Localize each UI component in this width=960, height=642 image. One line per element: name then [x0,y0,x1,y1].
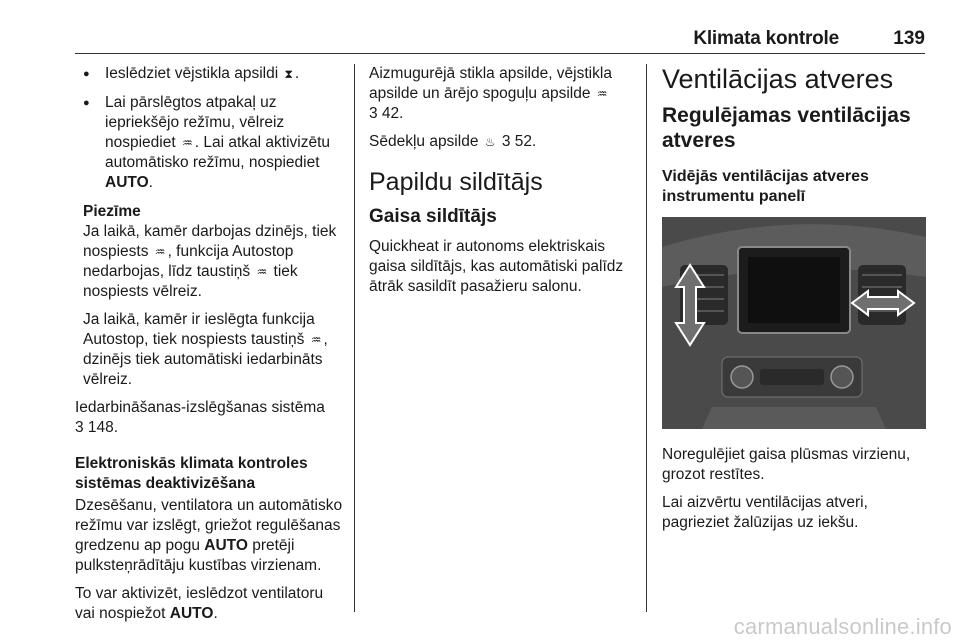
defrost-icon: ♒ [181,136,193,150]
paragraph: Sēdekļu apsilde ♨ 3 52. [369,133,537,150]
column-3 [662,64,926,541]
note-block [75,202,343,390]
seat-heating-icon: ♨ [484,135,496,149]
watermark: carmanualsonline.info [733,614,952,639]
page-number: 139 [893,28,925,49]
bullet-item: ● Ieslēdziet vējstikla apsildi ⧗ . [75,64,343,84]
rear-window-heating-icon: ♒ [596,87,608,101]
note-paragraph: Ja laikā, kamēr ir ieslēgta funkcija Autostop, tiek nospiests taustiņš ♒ , dzinējs tiek automātiski iedarbināts vēlreiz. [83,311,328,388]
column-1 [75,64,343,632]
dashboard-drawing [662,217,926,429]
auto-label: AUTO [105,174,149,191]
reference-paragraph: Iedarbināšanas-izslēgšanas sistēma 3 148. [75,399,325,436]
defrost-icon: ♒ [154,245,166,259]
paragraph: Quickheat ir autonoms elektriskais gaisa sildītājs, kas automātiski palīdz ātrāk sasildīt pasažieru salonu. [369,238,624,295]
paragraph: To var aktivizēt, ieslēdzot ventilatoru vai nospiežot AUTO. [75,585,324,622]
section-title: Klimata kontrole [693,28,839,49]
column-2 [369,64,634,305]
central-vents-subheading: Vidējās ventilācijas atveres instrumentu panelī [662,168,869,205]
defrost-icon: ♒ [256,265,268,279]
auxiliary-heater-heading: Papildu sildītājs [369,168,543,196]
page-reference-link[interactable]: 3 52. [501,133,537,150]
paragraph: Noregulējiet gaisa plūsmas virzienu, grozot restītes. [662,446,911,483]
bullet-item: ● Lai pārslēgtos atpakaļ uz iepriekšējo režīmu, vēlreiz nospiediet ♒ . Lai atkal aktivizētu automātisko režīmu, nospiediet AUTO. [75,93,343,193]
windscreen-heating-icon: ⧗ [284,67,293,81]
column-divider-2 [646,64,647,612]
dashboard-vents-illustration [662,217,926,429]
adjustable-vents-subheading: Regulējamas ventilācijas atveres [662,104,911,152]
column-divider-1 [354,64,355,612]
note-title: Piezīme [83,203,141,220]
page-reference-link[interactable]: 3 148. [75,419,119,436]
paragraph: Dzesēšanu, ventilatora un automātisko režīmu var izslēgt, griežot regulēšanas gredzenu ap pogu AUTO pretēji pulksteņrādītāju kustības virzienam. [75,497,343,574]
paragraph: Lai aizvērtu ventilācijas atveri, pagrieziet žalūzijas uz iekšu. [662,494,868,531]
auto-label: AUTO [204,537,248,554]
paragraph: Aizmugurējā stikla apsilde, vējstikla apsilde un ārējo spoguļu apsilde ♒ 3 42. [369,65,612,122]
air-heater-subheading: Gaisa sildītājs [369,206,497,227]
deactivation-subheading: Elektroniskās klimata kontroles sistēmas deaktivizēšana [75,455,308,492]
defrost-icon: ♒ [310,333,322,347]
air-vents-heading: Ventilācijas atveres [662,64,894,94]
note-paragraph: Ja laikā, kamēr darbojas dzinējs, tiek nospiests ♒ , funkcija Autostop nedarbojas, līdz taustiņš ♒ tiek nospiests vēlreiz. [83,223,337,300]
auto-label: AUTO [169,605,214,622]
page-reference-link[interactable]: 3 42. [369,105,404,122]
page-header [75,26,925,54]
